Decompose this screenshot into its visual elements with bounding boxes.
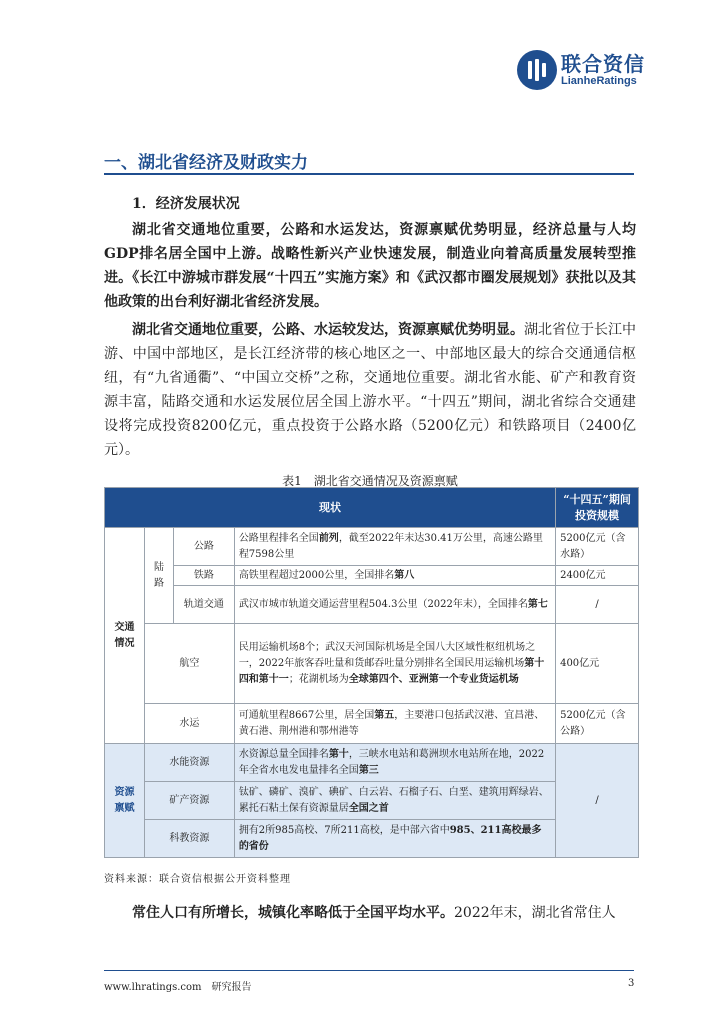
footer-site: www.lhratings.com 研究报告 (104, 982, 252, 993)
row-invest-rail-transit: / (556, 586, 639, 624)
summary-paragraph: 湖北省交通地位重要，公路和水运发达，资源禀赋优势明显，经济总量与人均GDP排名居全国中上游。战略性新兴产业快速发展，制造业向着高质量发展转型推进。《长江中游城市群发展“十四五”实施方案》和《武汉都市圈发展规划》获批以及其他政策的出台利好湖北省经济发展。 (104, 222, 636, 310)
row-desc-education: 拥有2所985高校、7所211高校，是中部六省中985、211高校最多的省份 (234, 820, 555, 858)
transport-resources-table (104, 487, 639, 858)
row-invest-waterway: 5200亿元（含公路） (556, 704, 639, 744)
row-desc-railway: 高铁里程超过2000公里，全国排名第八 (234, 566, 555, 586)
table-row (105, 566, 639, 586)
logo-english-name: LianheRatings (561, 74, 637, 87)
logo-mark-icon (517, 50, 557, 90)
section-divider (104, 173, 634, 175)
land-label: 陆路 (144, 528, 173, 624)
table-row (105, 624, 639, 704)
footer-divider (104, 970, 634, 971)
row-invest-railway: 2400亿元 (556, 566, 639, 586)
row-label-hydro: 水能资源 (144, 744, 234, 782)
row-invest-aviation: 400亿元 (556, 624, 639, 704)
group-transport: 交通情况 (105, 528, 145, 744)
table-row (105, 586, 639, 624)
table-row (105, 744, 639, 782)
population-paragraph (104, 901, 636, 925)
row-label-mineral: 矿产资源 (144, 782, 234, 820)
logo-chinese-name: 联合资信 (561, 51, 645, 76)
row-label-railway: 铁路 (173, 566, 234, 586)
row-invest-highway: 5200亿元（含水路） (556, 528, 639, 566)
row-label-highway: 公路 (173, 528, 234, 566)
paragraph-lead: 湖北省交通地位重要，公路、水运较发达，资源禀赋优势明显。 (132, 322, 524, 338)
row-desc-waterway: 可通航里程8667公里，居全国第五，主要港口包括武汉港、宜昌港、黄石港、荆州港和鄂州港等 (234, 704, 555, 744)
row-desc-aviation: 民用运输机场8个；武汉天河国际机场是全国八大区域性枢纽机场之一，2022年旅客吞吐量和货邮吞吐量分别排名全国民用运输机场第十四和第十一；花湖机场为全球第四个、亚洲第一个专业货运机场 (234, 624, 555, 704)
paragraph-body: 湖北省位于长江中游、中国中部地区，是长江经济带的核心地区之一、中部地区最大的综合交通通信枢纽，有“九省通衢”、“中国立交桥”之称，交通地位重要。湖北省水能、矿产和教育资源丰富，陆路交通和水运发展位居全国上游水平。“十四五”期间，湖北省综合交通建设将完成投资8200亿元，重点投资于公路水路（5200亿元）和铁路项目（2400亿元）。 (104, 322, 636, 458)
section-title: 一、湖北省经济及财政实力 (104, 153, 308, 173)
table-header-row (105, 488, 639, 528)
group-resources: 资源禀赋 (105, 744, 145, 858)
row-label-education: 科教资源 (144, 820, 234, 858)
table-source-note: 资料来源：联合资信根据公开资料整理 (104, 874, 291, 885)
header-status: 现状 (105, 488, 556, 528)
header-investment: “十四五”期间投资规模 (556, 488, 639, 528)
row-desc-highway: 公路里程排名全国前列，截至2022年末达30.41万公里，高速公路里程7598公里 (234, 528, 555, 566)
table-row (105, 528, 639, 566)
paragraph-lead: 常住人口有所增长，城镇化率略低于全国平均水平。 (132, 905, 454, 921)
table-caption: 表1 湖北省交通情况及资源禀赋 (282, 474, 458, 488)
company-logo (517, 50, 645, 90)
row-label-aviation: 航空 (144, 624, 234, 704)
row-desc-rail-transit: 武汉市城市轨道交通运营里程504.3公里（2022年末），全国排名第七 (234, 586, 555, 624)
row-invest-resources: / (556, 744, 639, 858)
paragraph-body: 2022年末，湖北省常住人 (454, 905, 616, 921)
row-desc-mineral: 钛矿、磷矿、溴矿、碘矿、白云岩、石榴子石、白垩、建筑用辉绿岩、累托石粘土保有资源量居全国之首 (234, 782, 555, 820)
row-label-rail-transit: 轨道交通 (173, 586, 234, 624)
table-row (105, 704, 639, 744)
row-label-waterway: 水运 (144, 704, 234, 744)
transport-paragraph (104, 318, 636, 462)
subsection-heading: 1．经济发展状况 (132, 196, 240, 212)
row-desc-hydro: 水资源总量全国排名第十，三峡水电站和葛洲坝水电站所在地，2022年全省水电发电量排名全国第三 (234, 744, 555, 782)
page-number: 3 (628, 978, 635, 989)
